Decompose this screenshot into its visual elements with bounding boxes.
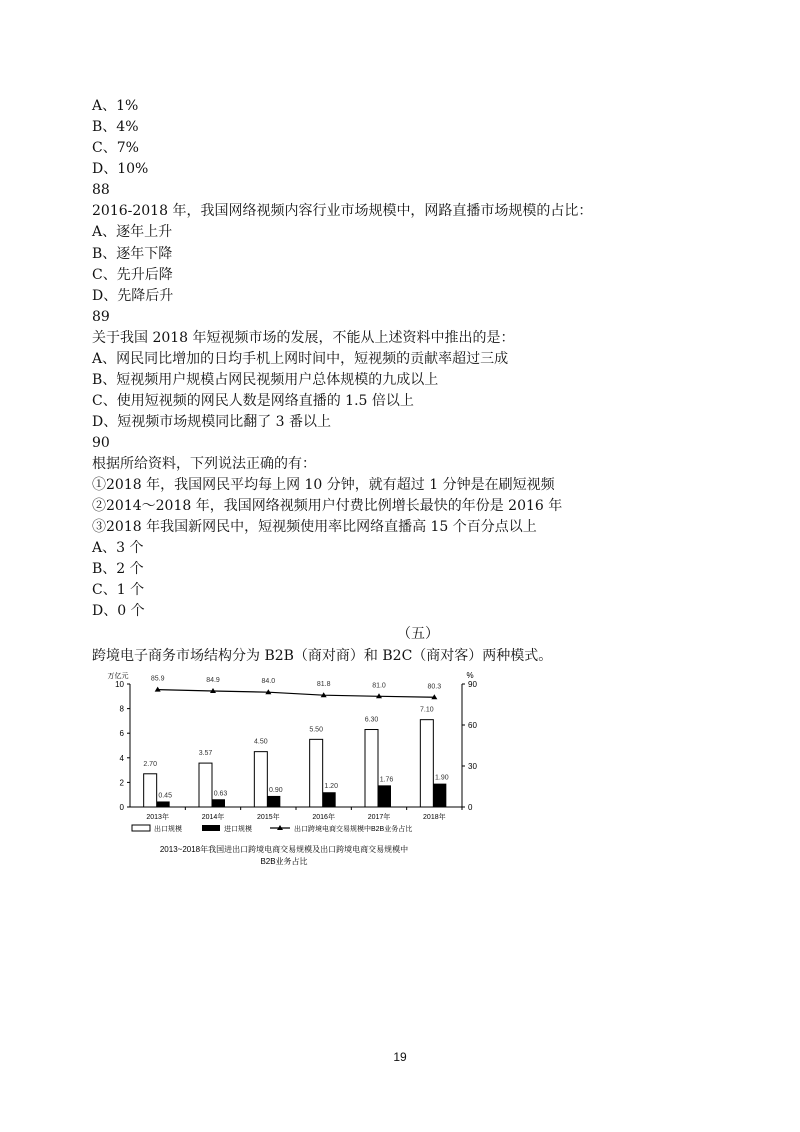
chart-canvas: [92, 667, 492, 872]
left-tick-label: 6: [119, 729, 124, 739]
text-line: B、2 个: [92, 561, 144, 577]
export-bar: [420, 720, 433, 807]
import-bar: [157, 801, 170, 807]
text-line: D、0 个: [92, 603, 145, 619]
legend-line-label: 出口跨境电商交易规模中B2B业务占比: [294, 826, 413, 833]
right-tick-label: 0: [468, 803, 473, 812]
text-line: A、逐年上升: [92, 224, 173, 240]
x-tick-label: 2014年: [201, 814, 225, 821]
import-value-label: 1.90: [435, 774, 449, 782]
import-bar: [378, 785, 391, 807]
page-number: 19: [393, 1050, 407, 1064]
b2b-share-value-label: 81.0: [372, 682, 386, 690]
export-value-label: 7.10: [420, 706, 434, 714]
text-line: A、3 个: [92, 540, 144, 556]
right-tick-label: 90: [468, 680, 477, 689]
legend-export-swatch: [132, 825, 150, 831]
text-line: A、1%: [92, 98, 139, 114]
text-line: 关于我国 2018 年短视频市场的发展，不能从上述资料中推出的是：: [92, 330, 515, 346]
text-line: 89: [92, 309, 110, 325]
legend-import-label: 进口规模: [224, 826, 252, 833]
import-value-label: 0.63: [213, 790, 228, 798]
x-tick-label: 2018年: [423, 814, 446, 821]
text-line: ①2018 年，我国网民平均每上网 10 分钟，就有超过 1 分钟是在刷短视频: [92, 477, 555, 493]
text-line: B、4%: [92, 119, 139, 135]
right-tick-label: 30: [468, 762, 477, 771]
x-tick-label: 2017年: [367, 814, 391, 821]
export-bar: [199, 763, 212, 807]
text-line: B、逐年下降: [92, 246, 173, 262]
legend-export-label: 出口规模: [154, 826, 182, 833]
b2b-share-value-label: 85.9: [150, 675, 165, 683]
text-line: D、短视频市场规模同比翻了 3 番以上: [92, 414, 332, 430]
x-tick-label: 2015年: [257, 814, 280, 821]
left-tick-label: 4: [119, 753, 124, 763]
left-tick-label: 10: [115, 680, 124, 689]
text-line: C、7%: [92, 140, 139, 156]
section-intro: 跨境电子商务市场结构分为 B2B（商对商）和 B2C（商对客）两种模式。: [92, 648, 553, 664]
left-tick-label: 0: [119, 803, 124, 812]
left-tick-label: 8: [119, 704, 124, 714]
text-line: 2016-2018 年，我国网络视频内容行业市场规模中，网路直播市场规模的占比：: [92, 203, 593, 219]
b2b-share-line: [158, 690, 435, 698]
right-axis-unit: %: [466, 671, 474, 680]
b2b-share-value-label: 84.0: [261, 678, 276, 686]
import-bar: [212, 799, 225, 807]
export-bar: [144, 774, 157, 807]
chart-caption-line: 2013~2018年我国进出口跨境电商交易规模及出口跨境电商交易规模中: [159, 845, 409, 854]
import-bar: [433, 784, 446, 807]
export-value-label: 2.70: [143, 760, 157, 768]
text-line: 88: [92, 182, 110, 198]
right-tick-label: 60: [468, 721, 477, 730]
text-line: 根据所给资料，下列说法正确的有：: [92, 456, 316, 472]
left-tick-label: 2: [119, 778, 124, 788]
x-tick-label: 2013年: [146, 814, 169, 821]
legend-import-swatch: [202, 825, 220, 831]
import-bar: [267, 796, 280, 807]
import-value-label: 0.90: [269, 786, 283, 794]
x-tick-label: 2016年: [312, 814, 335, 821]
import-value-label: 1.20: [324, 783, 338, 791]
left-axis-unit: 万亿元: [107, 673, 129, 680]
export-bar: [254, 752, 267, 807]
export-value-label: 4.50: [254, 738, 268, 746]
section-title: （五）: [397, 626, 439, 642]
b2b-share-value-label: 80.3: [427, 683, 442, 691]
import-value-label: 1.76: [379, 776, 394, 784]
export-bar: [310, 739, 323, 807]
export-value-label: 3.57: [198, 750, 213, 758]
text-line: ③2018 年我国新网民中，短视频使用率比网络直播高 15 个百分点以上: [92, 519, 537, 535]
export-value-label: 5.50: [309, 726, 323, 734]
text-line: C、先升后降: [92, 267, 173, 283]
text-line: 90: [92, 435, 110, 451]
b2b-share-value-label: 84.9: [206, 676, 220, 684]
text-line: D、先降后升: [92, 288, 174, 304]
trade-chart: [92, 667, 492, 876]
b2b-share-value-label: 81.8: [316, 681, 331, 689]
text-line: D、10%: [92, 161, 149, 177]
chart-caption-line: B2B业务占比: [260, 857, 308, 866]
text-line: A、网民同比增加的日均手机上网时间中，短视频的贡献率超过三成: [92, 351, 509, 367]
export-value-label: 6.30: [364, 716, 379, 724]
text-line: ②2014～2018 年，我国网络视频用户付费比例增长最快的年份是 2016 年: [92, 498, 563, 514]
text-line: C、使用短视频的网民人数是网络直播的 1.5 倍以上: [92, 393, 414, 409]
import-bar: [323, 792, 336, 807]
text-line: C、1 个: [92, 582, 145, 598]
export-bar: [365, 730, 378, 807]
text-line: B、短视频用户规模占网民视频用户总体规模的九成以上: [92, 372, 439, 388]
import-value-label: 0.45: [158, 792, 172, 800]
